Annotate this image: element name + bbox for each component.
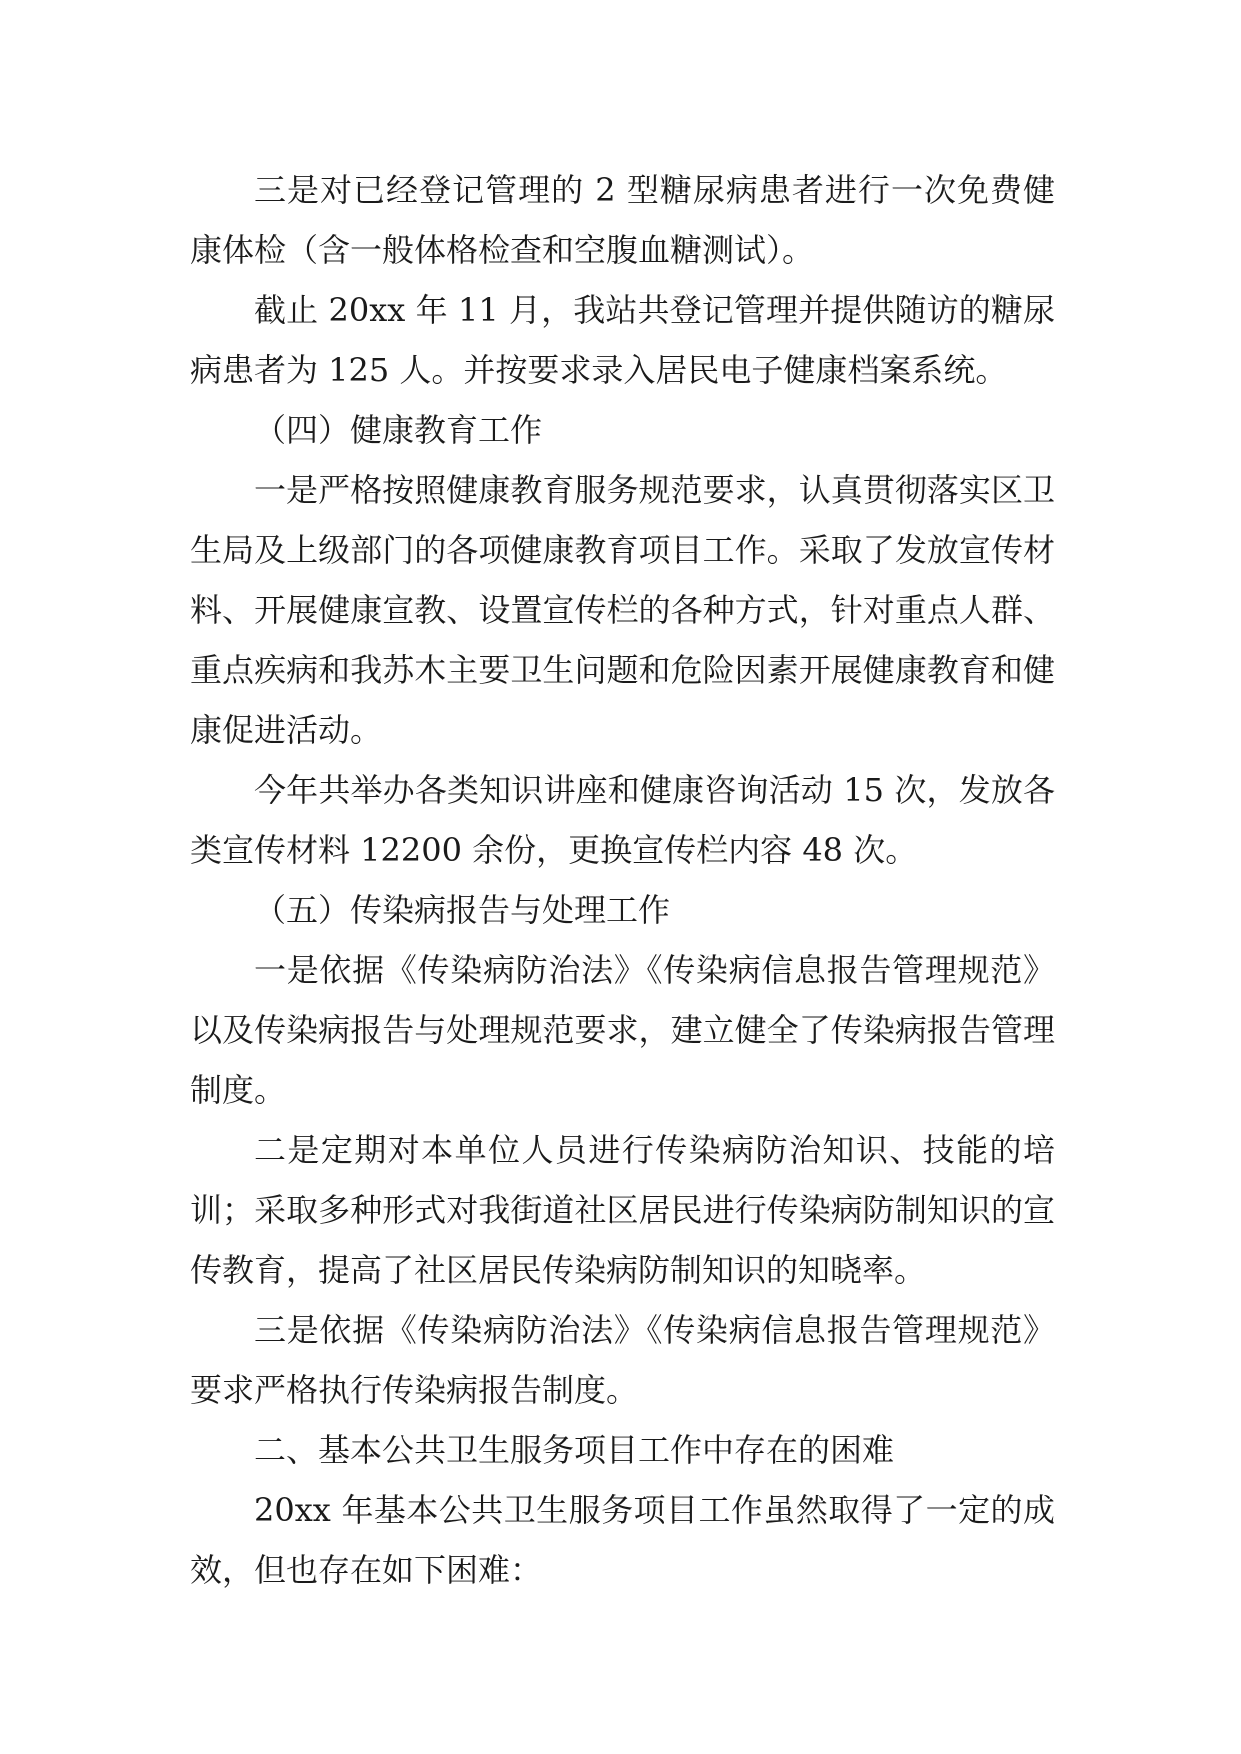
paragraph-infectious-disease-2: 二是定期对本单位人员进行传染病防治知识、技能的培训；采取多种形式对我街道社区居民进行传染病防制知识的宣传教育，提高了社区居民传染病防制知识的知晓率。 <box>190 1131 1055 1289</box>
paragraph-health-education-1: 一是严格按照健康教育服务规范要求，认真贯彻落实区卫生局及上级部门的各项健康教育项目工作。采取了发放宣传材料、开展健康宣教、设置宣传栏的各种方式，针对重点人群、重点疾病和我苏木主要卫生问题和危险因素开展健康教育和健康促进活动。 <box>190 471 1055 749</box>
document-body <box>190 160 1055 1600</box>
paragraph-health-education-stats: 今年共举办各类知识讲座和健康咨询活动 15 次，发放各类宣传材料 12200 余份，更换宣传栏内容 48 次。 <box>190 771 1055 869</box>
section-heading-infectious-disease: （五）传染病报告与处理工作 <box>254 891 671 929</box>
paragraph-infectious-disease-3: 三是依据《传染病防治法》《传染病信息报告管理规范》要求严格执行传染病报告制度。 <box>190 1311 1055 1409</box>
paragraph-diabetes-count: 截止 20xx 年 11 月，我站共登记管理并提供随访的糖尿病患者为 125 人。并按要求录入居民电子健康档案系统。 <box>190 291 1055 389</box>
paragraph-diabetes-checkup: 三是对已经登记管理的 2 型糖尿病患者进行一次免费健康体检（含一般体格检查和空腹血糖测试）。 <box>190 171 1055 269</box>
section-heading-health-education: （四）健康教育工作 <box>254 411 543 449</box>
paragraph-difficulties-intro: 20xx 年基本公共卫生服务项目工作虽然取得了一定的成效，但也存在如下困难： <box>190 1491 1055 1589</box>
paragraph-infectious-disease-1: 一是依据《传染病防治法》《传染病信息报告管理规范》以及传染病报告与处理规范要求，建立健全了传染病报告管理制度。 <box>190 951 1055 1109</box>
section-heading-difficulties: 二、基本公共卫生服务项目工作中存在的困难 <box>254 1431 895 1469</box>
